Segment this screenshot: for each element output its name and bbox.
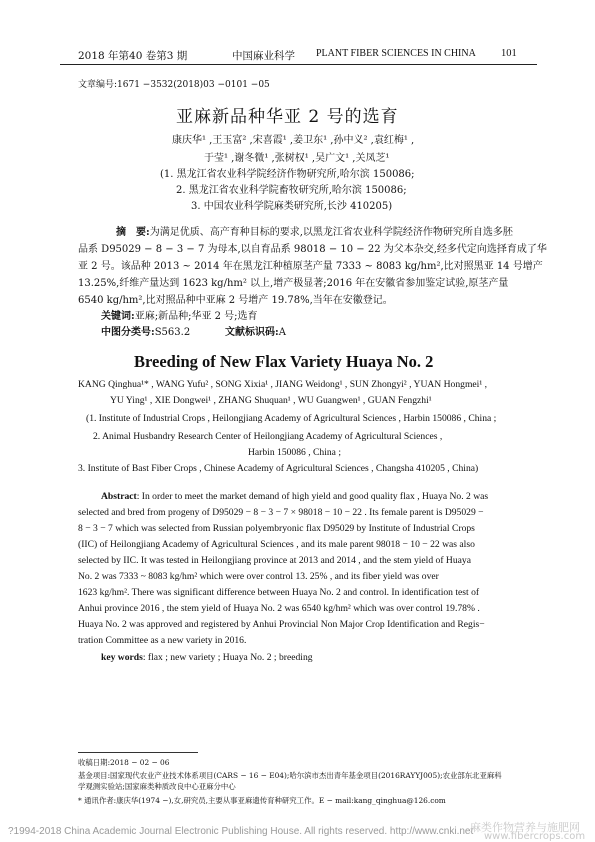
abstract-cn-line: 13.25%,纤维产量达到 1623 kg/hm² 以上,增产极显著;2016 年在安徽省参加鉴定试验,原茎产量 — [78, 278, 509, 289]
doc-code-label: 文献标识码: — [225, 327, 279, 338]
abstract-cn-line: 亚 2 号。该品种 2013 ~ 2014 年在黑龙江种植原茎产量 7333 ~ 8083 kg/hm²,比对照黑亚 14 号增产 — [78, 261, 543, 272]
abstract-en-line: No. 2 was 7333 ~ 8083 kg/hm² which were over control 13. 25% , and its fiber yield was over — [78, 571, 439, 582]
abstract-en-text: : In order to meet the market demand of high yield and good quality flax , Huaya No. 2 was — [136, 491, 489, 502]
abstract-cn-line: 品系 D95029 − 8 − 3 − 7 为母本,以自育品系 98018 − 10 − 22 为父本杂交,经多代定向选择育成了华 — [78, 244, 547, 255]
keywords-en-text: : flax ; new variety ; Huaya No. 2 ; breeding — [142, 652, 313, 663]
copyright-watermark: ?1994-2018 China Academic Journal Electronic Publishing House. All rights reserved. http://www.cnki.net — [8, 826, 474, 837]
issue-info: 2018 年第40 卷第3 期 — [78, 50, 188, 62]
authors-cn-line: 康庆华¹ ,王玉富² ,宋喜霞¹ ,姜卫东¹ ,孙中义² ,袁红梅¹ , — [172, 135, 415, 146]
abstract-en-line: selected by IIC. It was tested in Heilongjiang province at 2013 and 2014 , and the stem yield of Huaya — [78, 555, 471, 566]
abstract-cn-line: 6540 kg/hm²,比对照品种中亚麻 2 号增产 19.78%,当年在安徽登记。 — [78, 295, 393, 306]
abstract-cn-label: 摘 要: — [116, 227, 150, 238]
abstract-en-line: tration Committee as a new variety in 2016. — [78, 635, 247, 646]
doc-code-value: A — [278, 327, 286, 338]
affiliation-en: 2. Animal Husbandry Research Center of Heilongjiang Academy of Agricultural Sciences , — [93, 431, 443, 442]
authors-cn-line: 于莹¹ ,谢冬微¹ ,张树权¹ ,吴广文¹ ,关凤芝¹ — [204, 153, 390, 164]
abstract-cn-line — [116, 223, 513, 238]
abstract-en-line: 1623 kg/hm². There was significant difference between Huaya No. 2 and control. In identification test of — [78, 587, 480, 598]
affiliation-cn: (1. 黑龙江省农业科学院经济作物研究所,哈尔滨 150086; — [160, 169, 415, 180]
affiliation-en: Harbin 150086 , China ; — [248, 447, 341, 458]
article-id: 文章编号:1671 −3532(2018)03 −0101 −05 — [78, 80, 270, 90]
funding-line: 基金项目:国家现代农业产业技术体系项目(CARS − 16 − E04);哈尔滨市杰出青年基金项目(2016RAYYJ005);农业部东北亚麻科 — [78, 771, 502, 780]
abstract-en-line: (IIC) of Heilongjiang Academy of Agricultural Sciences , and its male parent 98018 − 10 − 22 was also — [78, 539, 475, 550]
corresponding-author: * 通讯作者:康庆华(1974 −),女,研究员,主要从事亚麻遗传育种研究工作。E − mail:kang_qinghua@126.com — [78, 796, 446, 805]
site-watermark-cn: 麻类作物营养与施肥网 — [470, 821, 580, 834]
clc-value: S563.2 — [154, 327, 191, 338]
abstract-en-line: Huaya No. 2 was approved and registered by Anhui Provincial Non Major Crop Identification and Regis− — [78, 619, 485, 630]
abstract-en-line: Anhui province 2016 , the stem yield of Huaya No. 2 was 6540 kg/hm² which was over control 19.78% . — [78, 603, 480, 614]
journal-name-cn: 中国麻业科学 — [232, 50, 295, 62]
site-watermark-url: www.fibercrops.com — [484, 831, 586, 842]
keywords-en — [101, 652, 313, 663]
keywords-en-label: key words — [101, 652, 143, 663]
journal-name-en: PLANT FIBER SCIENCES IN CHINA — [316, 48, 476, 59]
abstract-en-line: 8 − 3 − 7 which was selected from Russian polyembryonic flax D95029 by Institute of Industrial Crops — [78, 523, 475, 534]
keywords-cn-label: 关键词: — [101, 311, 135, 322]
received-date: 收稿日期:2018 − 02 − 06 — [78, 758, 170, 767]
affiliation-en: 3. Institute of Bast Fiber Crops , Chinese Academy of Agricultural Sciences , Changsha 410205 , China) — [78, 463, 479, 474]
affiliation-en: (1. Institute of Industrial Crops , Heilongjiang Academy of Agricultural Sciences , Harbin 150086 , China ; — [86, 413, 497, 424]
keywords-cn — [101, 307, 258, 322]
clc-number — [101, 323, 190, 338]
affiliation-cn: 3. 中国农业科学院麻类研究所,长沙 410205) — [191, 201, 393, 212]
document-code — [225, 323, 286, 338]
authors-en-line: YU Ying¹ , XIE Dongwei¹ , ZHANG Shuquan¹ , WU Guangwen¹ , GUAN Fengzhi¹ — [110, 395, 432, 406]
affiliation-cn: 2. 黑龙江省农业科学院畜牧研究所,哈尔滨 150086; — [176, 185, 407, 196]
abstract-cn-text: 为满足优质、高产育种目标的要求,以黑龙江省农业科学院经济作物研究所自选多胚 — [149, 227, 513, 238]
abstract-en-line: selected and bred from progeny of D95029 − 8 − 3 − 7 × 98018 − 10 − 22 . Its female parent is D95029 − — [78, 507, 484, 518]
abstract-en-line — [101, 491, 488, 502]
page-number: 101 — [501, 48, 517, 59]
keywords-cn-text: 亚麻;新品种;华亚 2 号;选育 — [134, 311, 258, 322]
abstract-en-label: Abstract — [101, 491, 137, 502]
footnote-rule — [78, 752, 198, 753]
title-cn: 亚麻新品种华亚 2 号的选育 — [176, 107, 399, 127]
title-en: Breeding of New Flax Variety Huaya No. 2 — [134, 352, 434, 371]
clc-label: 中图分类号: — [101, 327, 155, 338]
authors-en-line: KANG Qinghua¹* , WANG Yufu² , SONG Xixia¹ , JIANG Weidong¹ , SUN Zhongyi² , YUAN Hongmei¹ , — [78, 379, 488, 390]
header-rule — [60, 64, 537, 65]
funding-line: 学观测实验站;国家麻类种质改良中心亚麻分中心 — [78, 782, 236, 791]
